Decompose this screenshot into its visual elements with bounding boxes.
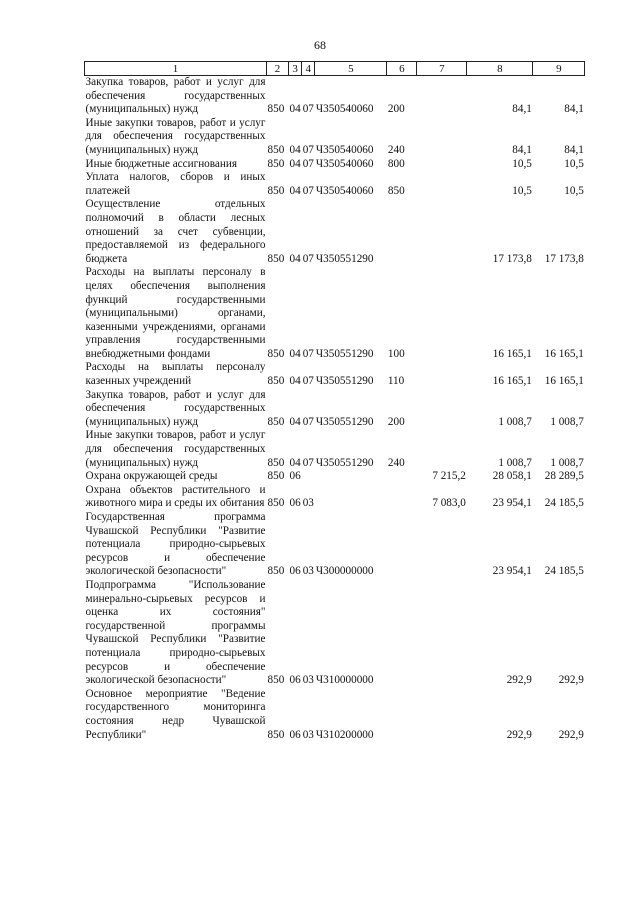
- cell-amount-col8: 23 954,1: [492, 497, 532, 510]
- table-row: [85, 76, 585, 117]
- table-row: [85, 429, 585, 470]
- cell-admin-code: 850: [267, 456, 285, 469]
- table-body: [85, 76, 585, 743]
- cell-target-article: [315, 470, 387, 484]
- cell-expense-type: [387, 579, 417, 688]
- cell-amount-col8: 28 058,1: [492, 470, 532, 483]
- cell-amount-col7: [417, 688, 467, 742]
- table-row: [85, 266, 585, 361]
- cell-subsection: 07: [302, 456, 314, 469]
- cell-subsection: 03: [302, 565, 314, 578]
- cell-section: 04: [289, 143, 301, 156]
- cell-subsection: 07: [302, 375, 314, 388]
- cell-admin-code: 850: [267, 157, 285, 170]
- cell-amount-col8: 10,5: [512, 157, 532, 170]
- cell-admin-code: 850: [267, 184, 285, 197]
- cell-admin-code: 850: [267, 470, 285, 483]
- cell-target-article: Ч310000000: [315, 674, 374, 687]
- cell-amount-col7: [417, 361, 467, 388]
- cell-section: 06: [289, 728, 301, 741]
- budget-table: [84, 61, 585, 742]
- cell-amount-col7: [417, 266, 467, 361]
- cell-amount-col8: 23 954,1: [492, 565, 532, 578]
- table-row: [85, 389, 585, 430]
- cell-expense-type: [387, 470, 417, 484]
- cell-amount-col9: 24 185,5: [544, 565, 584, 578]
- cell-admin-code: 850: [267, 728, 285, 741]
- cell-section: 04: [289, 184, 301, 197]
- cell-amount-col8: 17 173,8: [492, 252, 532, 265]
- cell-section: 06: [289, 674, 301, 687]
- row-name: Основное мероприятие "Ведение государственного мониторинга состояния недр Чувашской Республики": [85, 687, 266, 741]
- row-name: Иные закупки товаров, работ и услуг для обеспечения государственных (муниципальных) нужд: [85, 429, 266, 469]
- row-name: Закупка товаров, работ и услуг для обеспечения государственных (муниципальных) нужд: [85, 76, 266, 116]
- cell-subsection: 07: [302, 157, 314, 170]
- row-name: Расходы на выплаты персоналу в целях обеспечения выполнения функций государственными (муниципальными) органами, казенными учреждениями, органами управления государственными внебюджетными фондами: [85, 266, 266, 360]
- row-name: Государственная программа Чувашской Республики "Развитие потенциала природно-сырьевых ресурсов и обеспечение экологической безопасности": [85, 511, 266, 578]
- cell-amount-col7: 7 083,0: [432, 497, 466, 510]
- cell-section: 04: [289, 103, 301, 116]
- cell-amount-col7: [417, 158, 467, 172]
- table-row: [85, 511, 585, 579]
- cell-amount-col9: 24 185,5: [544, 497, 584, 510]
- cell-target-article: Ч350540060: [315, 143, 374, 156]
- cell-amount-col8: 292,9: [506, 674, 532, 687]
- cell-amount-col9: 10,5: [564, 157, 584, 170]
- table-row: [85, 579, 585, 688]
- cell-admin-code: 850: [267, 415, 285, 428]
- cell-target-article: Ч350551290: [315, 415, 374, 428]
- cell-amount-col9: 16 165,1: [544, 347, 584, 360]
- cell-amount-col8: 1 008,7: [498, 456, 532, 469]
- column-header: 6: [387, 62, 417, 76]
- cell-section: 04: [289, 456, 301, 469]
- cell-target-article: Ч350551290: [315, 347, 374, 360]
- cell-admin-code: 850: [267, 565, 285, 578]
- cell-subsection: 03: [302, 728, 314, 741]
- cell-expense-type: 240: [387, 456, 405, 469]
- cell-target-article: Ч350540060: [315, 157, 374, 170]
- column-header: 7: [417, 62, 467, 76]
- cell-subsection: 03: [302, 497, 314, 510]
- cell-section: 06: [289, 565, 301, 578]
- cell-subsection: 07: [302, 415, 314, 428]
- cell-amount-col8: 1 008,7: [498, 415, 532, 428]
- cell-section: 04: [289, 347, 301, 360]
- cell-admin-code: 850: [267, 103, 285, 116]
- cell-amount-col7: [417, 511, 467, 579]
- column-header: 4: [302, 62, 315, 76]
- cell-expense-type: [387, 688, 417, 742]
- cell-section: 04: [289, 415, 301, 428]
- cell-amount-col8: 16 165,1: [492, 347, 532, 360]
- cell-admin-code: 850: [267, 252, 285, 265]
- row-name: Охрана окружающей среды: [85, 470, 218, 483]
- row-name: Иные бюджетные ассигнования: [85, 157, 237, 170]
- cell-section: 04: [289, 375, 301, 388]
- cell-subsection: 07: [302, 252, 314, 265]
- cell-expense-type: 200: [387, 103, 405, 116]
- cell-section: 04: [289, 157, 301, 170]
- cell-subsection: 07: [302, 103, 314, 116]
- cell-expense-type: [387, 198, 417, 266]
- cell-section: 04: [289, 252, 301, 265]
- cell-amount-col9: 28 289,5: [544, 470, 584, 483]
- column-header: 9: [533, 62, 585, 76]
- table-row: [85, 688, 585, 742]
- table-row: [85, 361, 585, 388]
- cell-subsection: 03: [302, 674, 314, 687]
- cell-target-article: [315, 484, 387, 511]
- cell-amount-col9: 1 008,7: [550, 415, 584, 428]
- cell-amount-col8: 84,1: [512, 103, 532, 116]
- cell-admin-code: 850: [267, 143, 285, 156]
- cell-amount-col8: 10,5: [512, 184, 532, 197]
- cell-amount-col7: [417, 389, 467, 430]
- cell-subsection: 07: [302, 143, 314, 156]
- row-name: Расходы на выплаты персоналу казенных учреждений: [85, 361, 266, 388]
- cell-amount-col7: [417, 171, 467, 198]
- cell-amount-col9: 10,5: [564, 184, 584, 197]
- cell-amount-col9: 17 173,8: [544, 252, 584, 265]
- table-row: [85, 171, 585, 198]
- cell-expense-type: [387, 484, 417, 511]
- cell-amount-col7: [417, 76, 467, 117]
- cell-target-article: Ч350551290: [315, 375, 374, 388]
- cell-target-article: Ч310200000: [315, 728, 374, 741]
- table-row: [85, 117, 585, 158]
- cell-target-article: Ч350540060: [315, 184, 374, 197]
- cell-subsection: [302, 470, 315, 484]
- table-row: [85, 198, 585, 266]
- cell-admin-code: 850: [267, 674, 285, 687]
- cell-expense-type: 850: [387, 184, 405, 197]
- column-header: 2: [267, 62, 289, 76]
- column-header: 1: [85, 62, 267, 76]
- cell-amount-col7: [417, 117, 467, 158]
- row-name: Осуществление отдельных полномочий в области лесных отношений за счет субвенции, предоставляемой из федерального бюджета: [85, 198, 266, 265]
- cell-amount-col9: 16 165,1: [544, 375, 584, 388]
- cell-expense-type: 100: [387, 347, 405, 360]
- cell-expense-type: 110: [387, 375, 405, 388]
- cell-subsection: 07: [302, 184, 314, 197]
- cell-amount-col9: 84,1: [564, 143, 584, 156]
- cell-expense-type: 800: [387, 157, 405, 170]
- cell-admin-code: 850: [267, 375, 285, 388]
- column-header: 5: [315, 62, 387, 76]
- column-header-row: [85, 62, 585, 76]
- cell-admin-code: 850: [267, 347, 285, 360]
- cell-subsection: 07: [302, 347, 314, 360]
- page-number: 68: [314, 38, 326, 52]
- cell-amount-col7: [417, 198, 467, 266]
- row-name: Иные закупки товаров, работ и услуг для обеспечения государственных (муниципальных) нужд: [85, 116, 266, 156]
- table-row: [85, 158, 585, 172]
- column-header: 8: [467, 62, 533, 76]
- cell-expense-type: 240: [387, 143, 405, 156]
- cell-target-article: Ч300000000: [315, 565, 374, 578]
- cell-amount-col9: 1 008,7: [550, 456, 584, 469]
- cell-amount-col7: 7 215,2: [432, 470, 466, 483]
- cell-amount-col8: 84,1: [512, 143, 532, 156]
- cell-amount-col7: [417, 579, 467, 688]
- row-name: Подпрограмма "Использование минерально-сырьевых ресурсов и оценка их состояния" государственной программы Чувашской Республики "Развитие потенциала природно-сырьевых ресурсов и обеспечение экологической безопасности": [85, 578, 266, 687]
- cell-target-article: Ч350551290: [315, 252, 374, 265]
- cell-section: 06: [289, 470, 301, 483]
- column-header: 3: [289, 62, 302, 76]
- cell-admin-code: 850: [267, 497, 285, 510]
- cell-amount-col9: 84,1: [564, 103, 584, 116]
- cell-expense-type: 200: [387, 415, 405, 428]
- cell-target-article: Ч350540060: [315, 103, 374, 116]
- cell-amount-col9: 292,9: [558, 674, 584, 687]
- cell-amount-col7: [417, 429, 467, 470]
- cell-amount-col8: 16 165,1: [492, 375, 532, 388]
- cell-section: 06: [289, 497, 301, 510]
- row-name: Закупка товаров, работ и услуг для обеспечения государственных (муниципальных) нужд: [85, 388, 266, 428]
- row-name: Уплата налогов, сборов и иных платежей: [85, 171, 266, 197]
- table-row: [85, 470, 585, 484]
- cell-amount-col9: 292,9: [558, 728, 584, 741]
- cell-target-article: Ч350551290: [315, 456, 374, 469]
- table-row: [85, 484, 585, 511]
- cell-expense-type: [387, 511, 417, 579]
- cell-amount-col8: 292,9: [506, 728, 532, 741]
- row-name: Охрана объектов растительного и животного мира и среды их обитания: [85, 483, 266, 510]
